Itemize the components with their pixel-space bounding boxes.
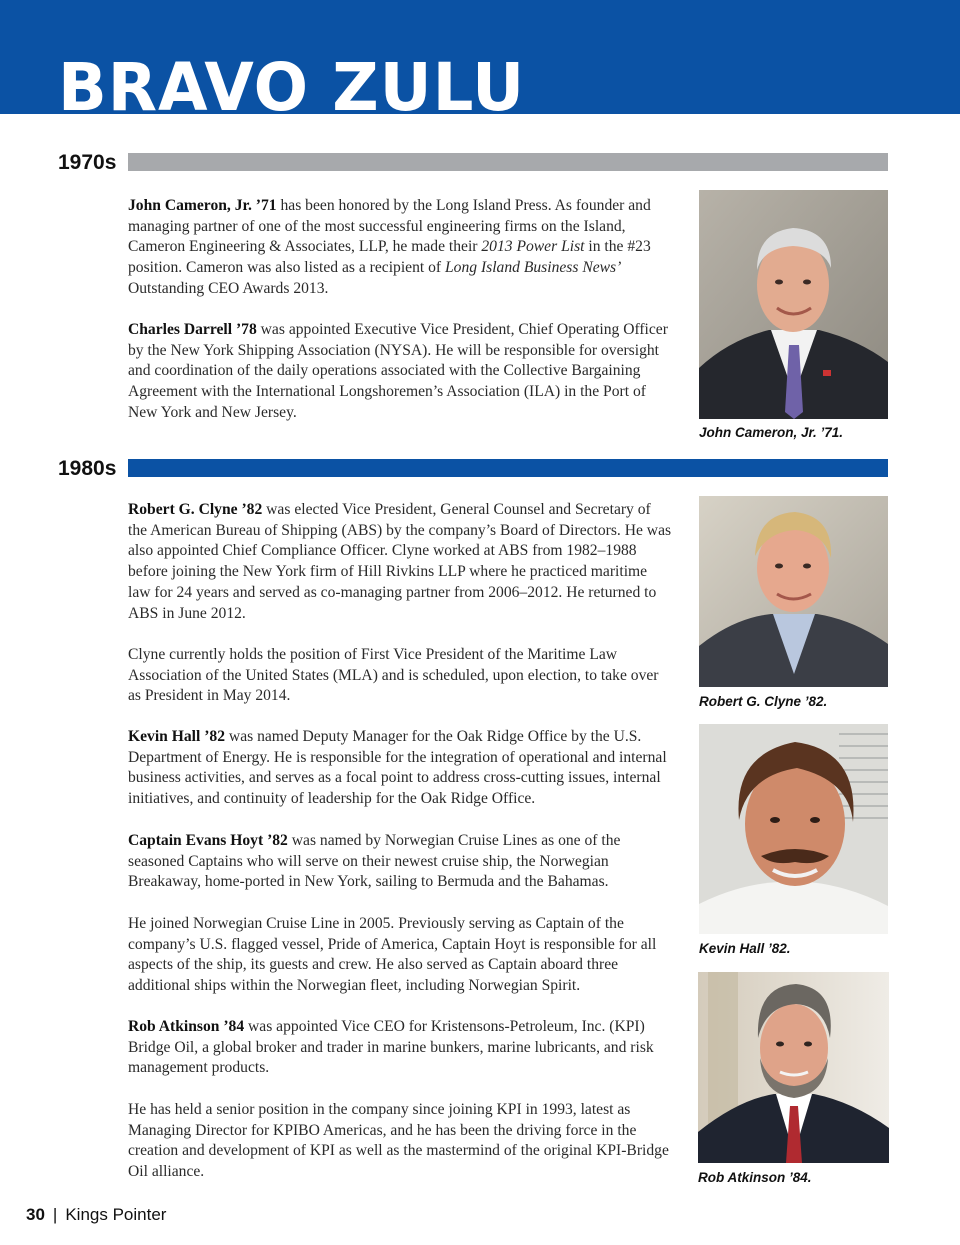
section-heading-1980s: 1980s <box>58 457 117 480</box>
entry-name: Charles Darrell ’78 <box>128 321 257 338</box>
footer-separator: | <box>52 1205 58 1224</box>
portrait-clyne-photo <box>699 496 888 687</box>
photo-caption-clyne: Robert G. Clyne ’82. <box>699 694 828 709</box>
entry-cameron: John Cameron, Jr. ’71 has been honored by the Long Island Press. As founder and managing partner of one of the most successful engineering firms on the Island, Cameron Engineering & Associates, LLP, he made their 2013 Power List in the #23 position. Cameron was also listed as a recipient of Long Island Business News’ Outstanding CEO Awards 2013. <box>128 197 651 297</box>
portrait-atkinson-photo <box>698 972 889 1163</box>
entry-name: John Cameron, Jr. ’71 <box>128 197 277 214</box>
portrait-hall-photo <box>699 724 888 934</box>
entry-name: Robert G. Clyne ’82 <box>128 501 263 518</box>
photo-caption-hall: Kevin Hall ’82. <box>699 941 791 956</box>
header-banner <box>0 0 960 114</box>
publication-name: Kings Pointer <box>65 1205 167 1224</box>
photo-caption-atkinson: Rob Atkinson ’84. <box>698 1170 812 1185</box>
page-number: 30 <box>26 1205 45 1224</box>
portrait-cameron-photo <box>699 190 888 419</box>
entry-clyne: Robert G. Clyne ’82 was elected Vice President, General Counsel and Secretary of the American Bureau of Shipping (ABS) by the company’s Board of Directors. He was also appointed Chief Compliance Officer. Clyne worked at ABS from 1982–1988 before joining the New York firm of Hill Rivkins LLP where he practiced maritime law for 24 years and served as co-managing partner from 2006–2012. He returned to ABS in June 2012. <box>128 501 672 622</box>
entry-hoyt: Captain Evans Hoyt ’82 was named by Norwegian Cruise Lines as one of the seasoned Captains who will serve on their newest cruise ship, the Norwegian Breakaway, home-ported in New York, sailing to Bermuda and the Bahamas. <box>128 832 621 891</box>
section-heading-1970s: 1970s <box>58 151 117 174</box>
photo-caption-cameron: John Cameron, Jr. ’71. <box>699 425 844 440</box>
section-divider-1970s <box>128 153 888 171</box>
entry-name: Kevin Hall ’82 <box>128 728 226 745</box>
entry-name: Captain Evans Hoyt ’82 <box>128 832 288 849</box>
entry-hoyt-continued: He joined Norwegian Cruise Line in 2005. Previously serving as Captain of the company’s U.S. flagged vessel, Pride of America, Captain Hoyt is responsible for all aspects of the ship, its guests and crew. He also served as Captain aboard three additional ships within the Norwegian fleet, including Norwegian Spirit. <box>128 915 657 995</box>
entry-hall: Kevin Hall ’82 was named Deputy Manager for the Oak Ridge Office by the U.S. Department of Energy. He is responsible for the integration of operational and internal business activities, and serves as a focal point to address cross-cutting issues, internal initiatives, and continuity of leadership for the Oak Ridge Office. <box>128 728 667 808</box>
entry-atkinson-continued: He has held a senior position in the company since joining KPI in 1993, latest as Managing Director for KPIBO Americas, and he has been the driving force in the creation and development of KPI as well as the mastermind of the original KPI-Bridge Oil alliance. <box>128 1101 669 1181</box>
page-title: BRAVO ZULU <box>58 49 526 114</box>
entry-darrell: Charles Darrell ’78 was appointed Executive Vice President, Chief Operating Officer by the New York Shipping Association (NYSA). He will be responsible for oversight and coordination of the daily operations associated with the Collective Bargaining Agreement with the International Longshoremen’s Association (ILA) in the Port of New York and New Jersey. <box>128 321 668 421</box>
entry-name: Rob Atkinson ’84 <box>128 1018 245 1035</box>
page-footer <box>26 1204 166 1226</box>
section-divider-1980s <box>128 459 888 477</box>
entry-clyne-continued: Clyne currently holds the position of First Vice President of the Maritime Law Association of the United States (MLA) and is scheduled, upon election, to take over as President in May 2014. <box>128 646 659 705</box>
entry-atkinson: Rob Atkinson ’84 was appointed Vice CEO for Kristensons-Petroleum, Inc. (KPI) Bridge Oil, a global broker and trader in marine bunkers, marine lubricants, and risk management products. <box>128 1018 654 1077</box>
